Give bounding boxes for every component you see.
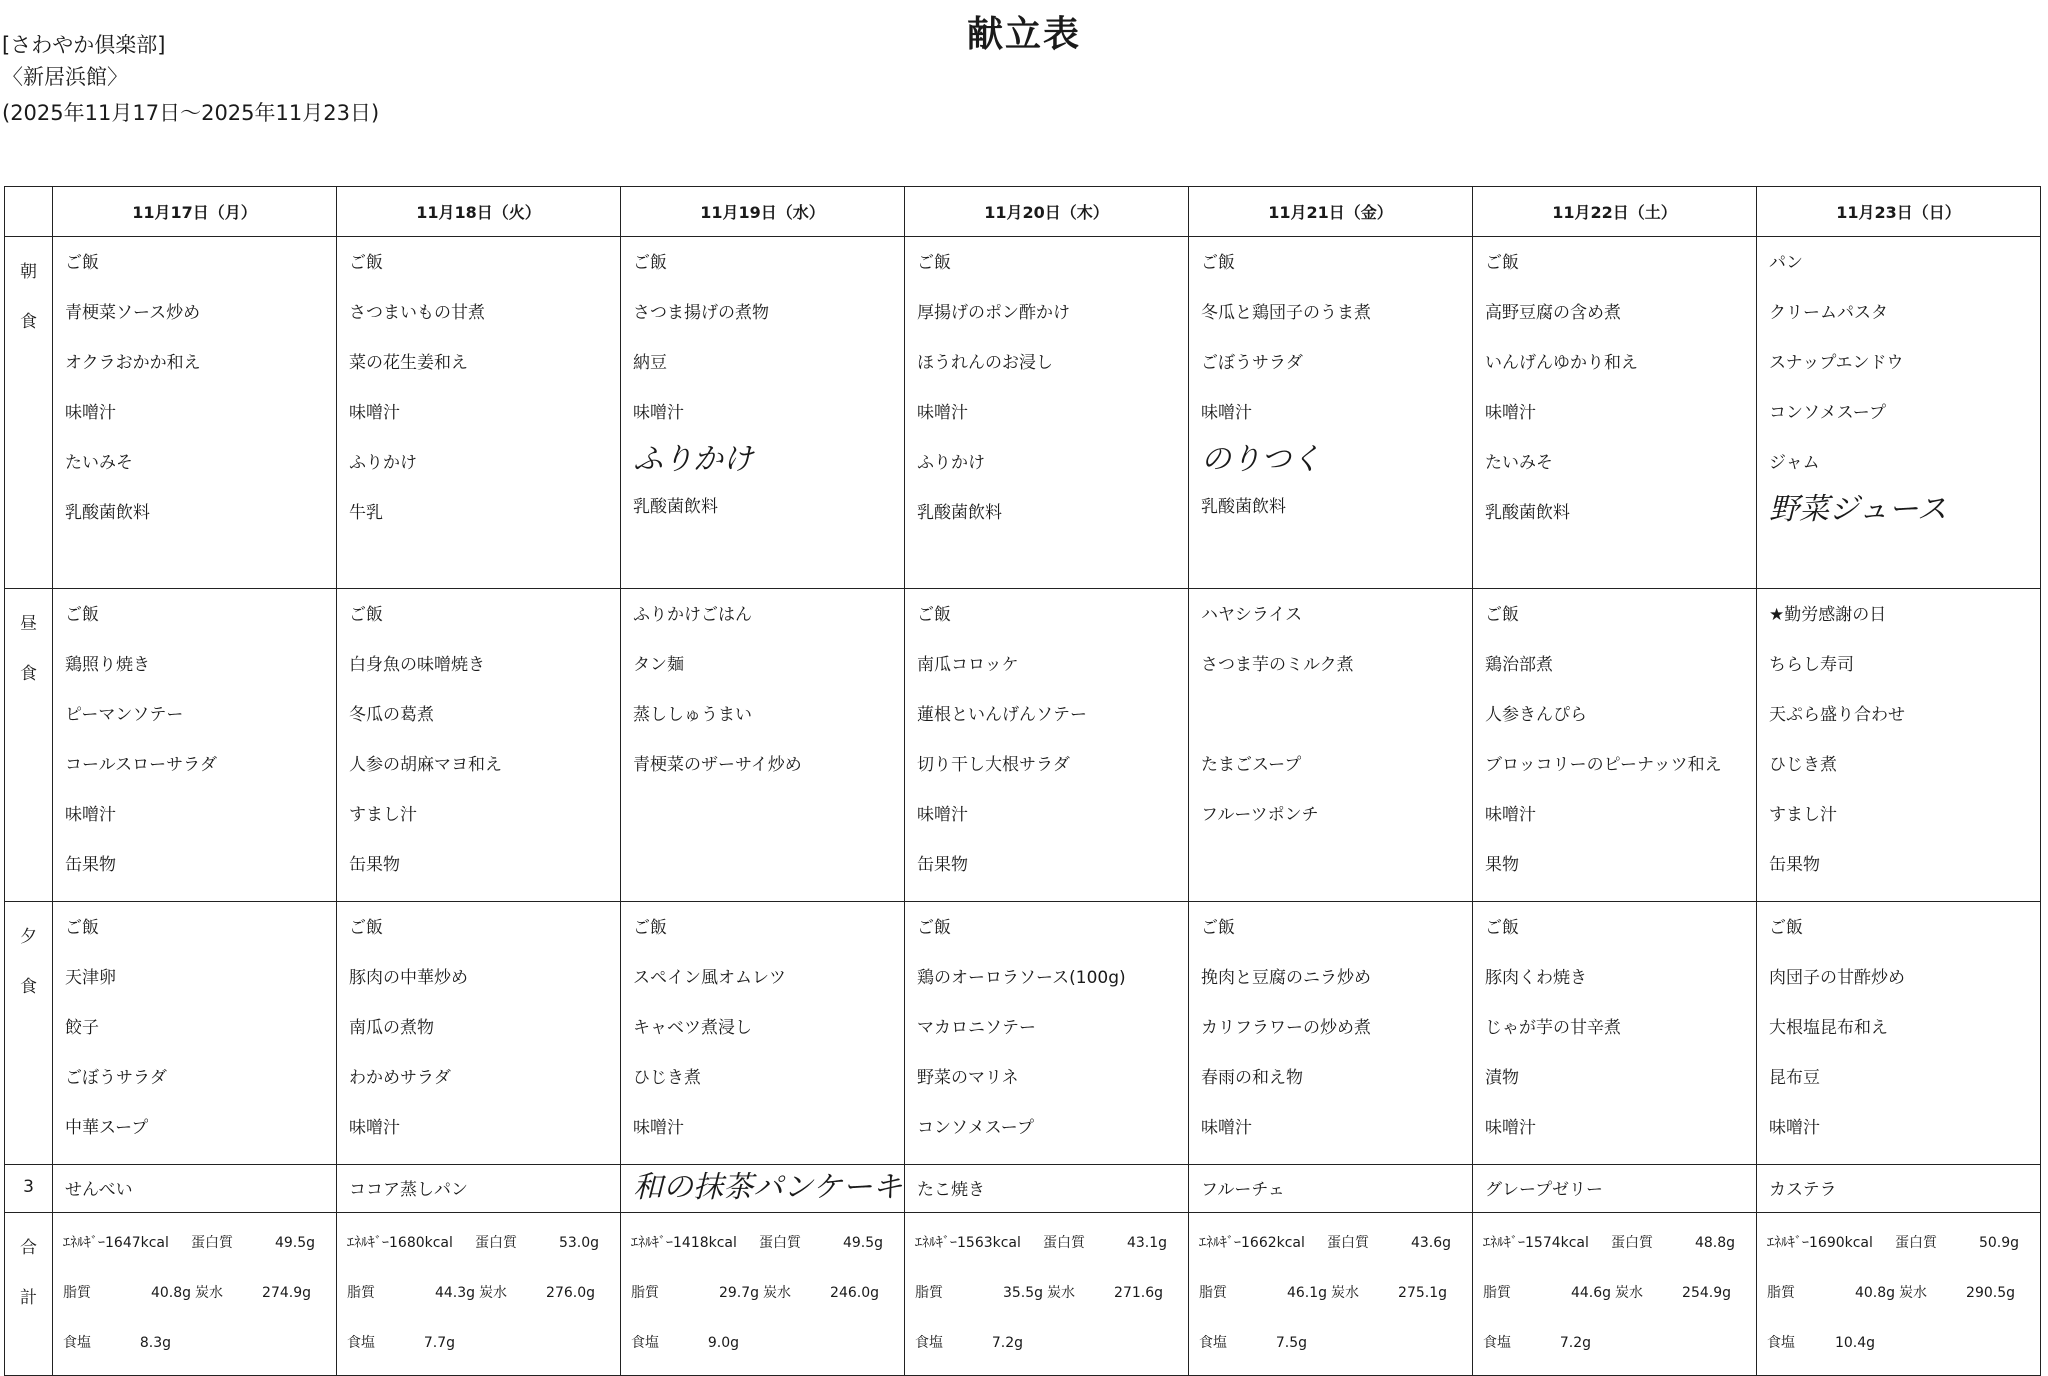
- menu-period: (2025年11月17日～2025年11月23日): [2, 101, 380, 125]
- snack-item: グレープゼリー: [1485, 1180, 1603, 1200]
- nutrition-line-fat: [1483, 1275, 1756, 1325]
- menu-item: ご飯: [1201, 918, 1235, 938]
- protein-label: 蛋白質: [1043, 1235, 1085, 1251]
- menu-item: 青梗菜ソース炒め: [65, 303, 201, 323]
- salt-value: 7.7g: [423, 1335, 455, 1351]
- menu-item: 人参の胡麻マヨ和え: [349, 755, 502, 775]
- menu-item: 味噌汁: [917, 805, 968, 825]
- nutrition-line-salt: [915, 1325, 1188, 1375]
- menu-item: さつま芋のミルク煮: [1201, 655, 1354, 675]
- menu-item: 冬瓜の葛煮: [349, 705, 434, 725]
- menu-item: すまし汁: [1769, 805, 1837, 825]
- menu-item: 缶果物: [65, 855, 116, 875]
- menu-item: たいみそ: [65, 453, 133, 473]
- menu-item: 蓮根といんげんソテー: [917, 705, 1087, 725]
- menu-item: 天津卵: [65, 968, 116, 988]
- label-char: 計: [20, 1288, 37, 1308]
- menu-item: ご飯: [633, 253, 667, 273]
- menu-item: ご飯: [1485, 253, 1519, 273]
- lunch-cell: [1189, 589, 1473, 902]
- breakfast-cell: [621, 237, 905, 589]
- menu-item: 餃子: [65, 1018, 99, 1038]
- protein-label: 蛋白質: [1327, 1235, 1369, 1251]
- nutrition-line-salt: [1199, 1325, 1472, 1375]
- salt-label: 食塩: [1767, 1335, 1795, 1351]
- menu-item: 漬物: [1485, 1068, 1519, 1088]
- label-char: 食: [20, 312, 37, 332]
- nutrition-cell: [1189, 1213, 1473, 1376]
- menu-item: 豚肉の中華炒め: [349, 968, 468, 988]
- menu-item: 人参きんぴら: [1485, 705, 1587, 725]
- dinner-cell: [1473, 902, 1757, 1165]
- menu-item: 南瓜の煮物: [349, 1018, 434, 1038]
- menu-item: 果物: [1485, 855, 1519, 875]
- menu-item: 乳酸菌飲料: [65, 503, 150, 523]
- fat-value: 46.1g: [1286, 1285, 1327, 1301]
- menu-item: 昆布豆: [1769, 1068, 1820, 1088]
- menu-item: キャベツ煮浸し: [633, 1018, 752, 1038]
- page-title: 献立表: [966, 14, 1081, 55]
- breakfast-cell: [1473, 237, 1757, 589]
- carbs-value: 254.9g: [1682, 1285, 1731, 1301]
- menu-item: さつま揚げの煮物: [633, 303, 769, 323]
- menu-item: コンソメスープ: [1769, 403, 1886, 423]
- day-header: 11月17日（月）: [53, 187, 337, 237]
- menu-item: ジャム: [1769, 453, 1820, 473]
- nutrition-line-salt: [63, 1325, 336, 1375]
- menu-item: ご飯: [1485, 605, 1519, 625]
- snack-cell: [337, 1165, 621, 1213]
- menu-item: ご飯: [1201, 253, 1235, 273]
- nutrition-line-energy: [63, 1225, 336, 1275]
- menu-item: 青梗菜のザーサイ炒め: [633, 755, 802, 775]
- protein-label: 蛋白質: [475, 1235, 517, 1251]
- menu-item: フルーツポンチ: [1201, 805, 1319, 825]
- menu-item: 味噌汁: [65, 403, 116, 423]
- menu-item: マカロニソテー: [917, 1018, 1036, 1038]
- menu-item: じゃが芋の甘辛煮: [1485, 1018, 1621, 1038]
- breakfast-cell: [53, 237, 337, 589]
- menu-item: 肉団子の甘酢炒め: [1769, 968, 1905, 988]
- nutrition-line-fat: [347, 1275, 620, 1325]
- lunch-cell: [905, 589, 1189, 902]
- nutrition-line-fat: [915, 1275, 1188, 1325]
- menu-item: ひじき煮: [633, 1068, 701, 1088]
- label-char: 合: [20, 1238, 37, 1258]
- breakfast-row: [5, 237, 2041, 589]
- menu-item: ご飯: [1485, 918, 1519, 938]
- salt-label: 食塩: [631, 1335, 659, 1351]
- salt-value: 8.3g: [139, 1335, 171, 1351]
- lunch-label: [5, 589, 53, 902]
- menu-table: [4, 186, 2041, 1376]
- salt-label: 食塩: [347, 1335, 375, 1351]
- menu-item: 味噌汁: [917, 403, 968, 423]
- nutrition-line-energy: [1483, 1225, 1756, 1275]
- carbs-label: 炭水: [1899, 1285, 1927, 1301]
- snack-item: カステラ: [1769, 1180, 1837, 1200]
- dinner-cell: [1757, 902, 2041, 1165]
- lunch-cell: [621, 589, 905, 902]
- nutrition-line-fat: [1199, 1275, 1472, 1325]
- energy-value: ｴﾈﾙｷﾞｰ1680kcal: [347, 1235, 453, 1251]
- salt-label: 食塩: [63, 1335, 91, 1351]
- menu-item: 乳酸菌飲料: [1201, 497, 1286, 517]
- dinner-row: [5, 902, 2041, 1165]
- snack-cell: [1189, 1165, 1473, 1213]
- menu-item: ご飯: [349, 253, 383, 273]
- snack-label: 3: [5, 1165, 53, 1213]
- menu-item: ハヤシライス: [1201, 605, 1303, 625]
- nutrition-cell: [337, 1213, 621, 1376]
- dinner-cell: [905, 902, 1189, 1165]
- menu-item: すまし汁: [349, 805, 417, 825]
- menu-item: ご飯: [349, 605, 383, 625]
- fat-label: 脂質: [1483, 1285, 1511, 1301]
- menu-item: ご飯: [917, 605, 951, 625]
- menu-item: コンソメスープ: [917, 1118, 1034, 1138]
- carbs-label: 炭水: [1331, 1285, 1359, 1301]
- snack-cell: [621, 1165, 905, 1213]
- menu-item: 高野豆腐の含め煮: [1485, 303, 1621, 323]
- date-header-row: [5, 187, 2041, 237]
- menu-item: 乳酸菌飲料: [633, 497, 718, 517]
- menu-item: 味噌汁: [633, 1118, 684, 1138]
- energy-value: ｴﾈﾙｷﾞｰ1647kcal: [63, 1235, 169, 1251]
- menu-item: 菜の花生姜和え: [349, 353, 468, 373]
- energy-value: ｴﾈﾙｷﾞｰ1418kcal: [631, 1235, 737, 1251]
- salt-value: 7.2g: [1559, 1335, 1591, 1351]
- lunch-cell: [1757, 589, 2041, 902]
- menu-item: 豚肉くわ焼き: [1485, 968, 1587, 988]
- carbs-value: 275.1g: [1398, 1285, 1447, 1301]
- menu-item: 厚揚げのポン酢かけ: [917, 303, 1070, 323]
- menu-item: ふりかけ: [349, 453, 417, 473]
- menu-item: ごぼうサラダ: [65, 1068, 167, 1088]
- menu-item: ★勤労感謝の日: [1769, 605, 1887, 625]
- protein-label: 蛋白質: [191, 1235, 233, 1251]
- nutrition-line-fat: [631, 1275, 904, 1325]
- fat-label: 脂質: [1199, 1285, 1227, 1301]
- lunch-cell: [337, 589, 621, 902]
- menu-item: 牛乳: [349, 503, 383, 523]
- menu-item: 味噌汁: [1201, 403, 1252, 423]
- protein-value: 49.5g: [274, 1235, 315, 1251]
- label-char: 昼: [20, 614, 37, 634]
- menu-item: 挽肉と豆腐のニラ炒め: [1201, 968, 1371, 988]
- menu-item: 味噌汁: [1485, 1118, 1536, 1138]
- carbs-label: 炭水: [1615, 1285, 1643, 1301]
- snack-cell: [1757, 1165, 2041, 1213]
- menu-item: スナップエンドウ: [1769, 353, 1904, 373]
- nutrition-line-energy: [631, 1225, 904, 1275]
- menu-item: 白身魚の味噌焼き: [349, 655, 485, 675]
- menu-item: ご飯: [633, 918, 667, 938]
- nutrition-line-energy: [915, 1225, 1188, 1275]
- nutrition-cell: [1757, 1213, 2041, 1376]
- day-header: 11月22日（土）: [1473, 187, 1757, 237]
- fat-value: 40.8g: [150, 1285, 191, 1301]
- carbs-value: 276.0g: [546, 1285, 595, 1301]
- carbs-label: 炭水: [1047, 1285, 1075, 1301]
- lunch-cell: [1473, 589, 1757, 902]
- nutrition-line-energy: [1199, 1225, 1472, 1275]
- breakfast-cell: [1757, 237, 2041, 589]
- menu-item: オクラおかか和え: [65, 353, 201, 373]
- protein-label: 蛋白質: [1611, 1235, 1653, 1251]
- menu-item: 缶果物: [1769, 855, 1820, 875]
- salt-label: 食塩: [1483, 1335, 1511, 1351]
- day-header: 11月18日（火）: [337, 187, 621, 237]
- menu-item: 蒸ししゅうまい: [633, 705, 752, 725]
- carbs-value: 274.9g: [262, 1285, 311, 1301]
- fat-value: 40.8g: [1854, 1285, 1895, 1301]
- protein-value: 48.8g: [1694, 1235, 1735, 1251]
- fat-value: 29.7g: [718, 1285, 759, 1301]
- menu-item: 味噌汁: [1769, 1118, 1820, 1138]
- fat-label: 脂質: [631, 1285, 659, 1301]
- menu-item: ピーマンソテー: [65, 705, 184, 725]
- menu-item: クリームパスタ: [1769, 303, 1888, 323]
- label-char: 食: [20, 664, 37, 684]
- carbs-value: 290.5g: [1966, 1285, 2015, 1301]
- menu-item: 鶏のオーロラソース(100g): [917, 968, 1126, 988]
- dinner-label: [5, 902, 53, 1165]
- lunch-cell: [53, 589, 337, 902]
- menu-item: 味噌汁: [1485, 403, 1536, 423]
- salt-value: 10.4g: [1834, 1335, 1875, 1351]
- total-label: [5, 1213, 53, 1376]
- breakfast-cell: [337, 237, 621, 589]
- menu-item: 缶果物: [349, 855, 400, 875]
- fat-value: 44.3g: [434, 1285, 475, 1301]
- menu-item: ご飯: [65, 253, 99, 273]
- carbs-label: 炭水: [479, 1285, 507, 1301]
- fat-label: 脂質: [63, 1285, 91, 1301]
- menu-item: ご飯: [917, 918, 951, 938]
- nutrition-cell: [905, 1213, 1189, 1376]
- protein-label: 蛋白質: [1895, 1235, 1937, 1251]
- carbs-value: 246.0g: [830, 1285, 879, 1301]
- carbs-label: 炭水: [195, 1285, 223, 1301]
- menu-item: ご飯: [1769, 918, 1803, 938]
- salt-value: 7.5g: [1275, 1335, 1307, 1351]
- carbs-label: 炭水: [763, 1285, 791, 1301]
- menu-item: スペイン風オムレツ: [633, 968, 786, 988]
- day-header: 11月20日（木）: [905, 187, 1189, 237]
- label-char: 食: [20, 977, 37, 997]
- menu-item: パン: [1769, 253, 1803, 273]
- dinner-cell: [1189, 902, 1473, 1165]
- menu-item: ふりかけ: [917, 453, 985, 473]
- menu-item: ほうれんのお浸し: [917, 353, 1053, 373]
- snack-cell: [53, 1165, 337, 1213]
- fat-value: 35.5g: [1002, 1285, 1043, 1301]
- nutrition-line-energy: [1767, 1225, 2040, 1275]
- snack-item: 和の抹茶パンケーキ: [633, 1170, 903, 1205]
- nutrition-line-energy: [347, 1225, 620, 1275]
- protein-value: 43.6g: [1410, 1235, 1451, 1251]
- energy-value: ｴﾈﾙｷﾞｰ1662kcal: [1199, 1235, 1305, 1251]
- corner-cell: [5, 187, 53, 237]
- dinner-cell: [337, 902, 621, 1165]
- breakfast-cell: [1189, 237, 1473, 589]
- dinner-cell: [621, 902, 905, 1165]
- menu-item: ご飯: [349, 918, 383, 938]
- snack-cell: [905, 1165, 1189, 1213]
- menu-item: のりつく: [1201, 442, 1321, 477]
- menu-item: 味噌汁: [633, 403, 684, 423]
- breakfast-label: [5, 237, 53, 589]
- menu-item: 鶏照り焼き: [65, 655, 150, 675]
- snack-item: ココア蒸しパン: [349, 1180, 468, 1200]
- protein-label: 蛋白質: [759, 1235, 801, 1251]
- menu-item: ご飯: [65, 918, 99, 938]
- fat-label: 脂質: [347, 1285, 375, 1301]
- menu-item: ひじき煮: [1769, 755, 1837, 775]
- salt-value: 9.0g: [707, 1335, 739, 1351]
- energy-value: ｴﾈﾙｷﾞｰ1563kcal: [915, 1235, 1021, 1251]
- menu-item: 冬瓜と鶏団子のうま煮: [1201, 303, 1371, 323]
- menu-item: たまごスープ: [1201, 755, 1302, 775]
- snack-item: たこ焼き: [917, 1180, 985, 1200]
- menu-item: ブロッコリーのピーナッツ和え: [1485, 755, 1722, 775]
- nutrition-line-salt: [631, 1325, 904, 1375]
- dinner-cell: [53, 902, 337, 1165]
- menu-item: ふりかけ: [633, 442, 753, 477]
- menu-item: コールスローサラダ: [65, 755, 217, 775]
- menu-item: 味噌汁: [65, 805, 116, 825]
- fat-value: 44.6g: [1570, 1285, 1611, 1301]
- protein-value: 43.1g: [1126, 1235, 1167, 1251]
- menu-item: さつまいもの甘煮: [349, 303, 485, 323]
- menu-item: カリフラワーの炒め煮: [1201, 1018, 1371, 1038]
- salt-label: 食塩: [1199, 1335, 1227, 1351]
- menu-item: 味噌汁: [349, 403, 400, 423]
- day-header: 11月23日（日）: [1757, 187, 2041, 237]
- nutrition-cell: [1473, 1213, 1757, 1376]
- snack-item: フルーチェ: [1201, 1180, 1285, 1200]
- menu-item: 缶果物: [917, 855, 968, 875]
- club-name: [さわやか倶楽部]: [2, 33, 166, 57]
- energy-value: ｴﾈﾙｷﾞｰ1690kcal: [1767, 1235, 1873, 1251]
- menu-item: 乳酸菌飲料: [917, 503, 1002, 523]
- snack-item: せんべい: [65, 1180, 133, 1200]
- snack-cell: [1473, 1165, 1757, 1213]
- menu-item: ちらし寿司: [1769, 655, 1854, 675]
- facility-name: 〈新居浜館〉: [2, 65, 128, 89]
- nutrition-line-fat: [1767, 1275, 2040, 1325]
- label-char: 朝: [20, 262, 37, 282]
- menu-item: 乳酸菌飲料: [1485, 503, 1570, 523]
- snack-row: [5, 1165, 2041, 1213]
- menu-item: 鶏治部煮: [1485, 655, 1553, 675]
- menu-item: たいみそ: [1485, 453, 1553, 473]
- nutrition-line-salt: [347, 1325, 620, 1375]
- menu-item: 味噌汁: [1485, 805, 1536, 825]
- menu-item: 味噌汁: [1201, 1118, 1252, 1138]
- menu-item: 大根塩昆布和え: [1769, 1018, 1888, 1038]
- nutrition-cell: [621, 1213, 905, 1376]
- protein-value: 53.0g: [558, 1235, 599, 1251]
- lunch-row: [5, 589, 2041, 902]
- day-header: 11月19日（水）: [621, 187, 905, 237]
- energy-value: ｴﾈﾙｷﾞｰ1574kcal: [1483, 1235, 1589, 1251]
- menu-item: ごぼうサラダ: [1201, 353, 1303, 373]
- total-row: [5, 1213, 2041, 1376]
- carbs-value: 271.6g: [1114, 1285, 1163, 1301]
- menu-item: 野菜ジュース: [1769, 492, 1947, 527]
- nutrition-line-salt: [1483, 1325, 1756, 1375]
- fat-label: 脂質: [1767, 1285, 1795, 1301]
- fat-label: 脂質: [915, 1285, 943, 1301]
- menu-item: わかめサラダ: [349, 1068, 451, 1088]
- nutrition-line-fat: [63, 1275, 336, 1325]
- menu-item: 納豆: [633, 353, 667, 373]
- menu-item: いんげんゆかり和え: [1485, 353, 1638, 373]
- menu-item: タン麺: [633, 655, 684, 675]
- menu-item: 春雨の和え物: [1201, 1068, 1303, 1088]
- day-header: 11月21日（金）: [1189, 187, 1473, 237]
- label-char: 夕: [20, 927, 37, 947]
- nutrition-cell: [53, 1213, 337, 1376]
- menu-item: 天ぷら盛り合わせ: [1769, 705, 1905, 725]
- breakfast-cell: [905, 237, 1189, 589]
- menu-item: 南瓜コロッケ: [917, 655, 1019, 675]
- menu-item: 野菜のマリネ: [917, 1068, 1019, 1088]
- nutrition-line-salt: [1767, 1325, 2040, 1375]
- protein-value: 50.9g: [1978, 1235, 2019, 1251]
- salt-label: 食塩: [915, 1335, 943, 1351]
- menu-item: ご飯: [917, 253, 951, 273]
- protein-value: 49.5g: [842, 1235, 883, 1251]
- menu-item: 切り干し大根サラダ: [917, 755, 1070, 775]
- menu-item: [1201, 701, 1472, 751]
- menu-item: 中華スープ: [65, 1118, 149, 1138]
- menu-item: ふりかけごはん: [633, 605, 752, 625]
- salt-value: 7.2g: [991, 1335, 1023, 1351]
- menu-item: ご飯: [65, 605, 99, 625]
- menu-item: 味噌汁: [349, 1118, 400, 1138]
